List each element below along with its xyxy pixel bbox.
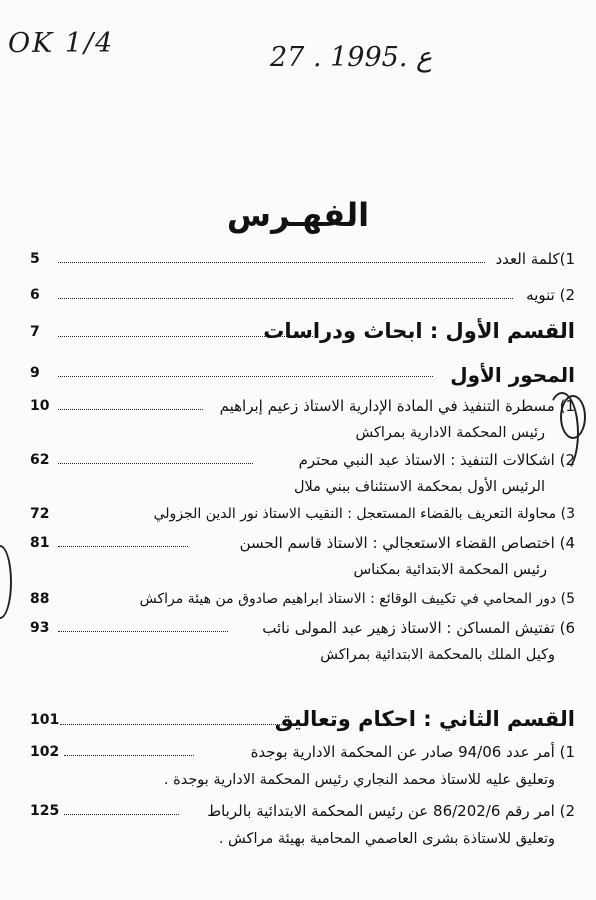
- page-number: 102: [30, 744, 60, 760]
- toc-entry: [20, 284, 575, 316]
- entry-subline: وكيل الملك بالمحكمة الابتدائية بمراكش: [320, 647, 555, 663]
- section-label: القسم الأول : ابحاث ودراسات: [263, 319, 575, 343]
- entry-label: 1)كلمة العدد: [495, 250, 575, 268]
- leader-dots: [64, 755, 194, 756]
- leader-dots: [58, 463, 253, 464]
- entry-label: 3) محاولة التعريف بالقضاء المستعجل : النقيب الاستاذ نور الدين الجزولي: [153, 506, 575, 522]
- entry-label: 2) امر رقم 86/202/6 عن رئيس المحكمة الابتدائية بالرباط: [207, 802, 575, 820]
- toc-entry: [20, 800, 575, 852]
- page-number: 101: [30, 712, 60, 728]
- toc-entry: [20, 395, 575, 447]
- entry-subline: رئيس المحكمة الابتدائية بمكناس: [353, 562, 547, 578]
- handwritten-id: OK 1/4: [8, 28, 115, 59]
- page-number: 93: [30, 620, 50, 636]
- entry-label: 5) دور المحامي في تكييف الوقائع : الاستاذ ابراهيم صادوق من هيئة مراكش: [139, 591, 575, 607]
- toc-entry: [20, 248, 575, 280]
- entry-label: 2) اشكالات التنفيذ : الاستاذ عبد النبي محترم: [298, 451, 575, 469]
- entry-label: 6) تفتيش المساكن : الاستاذ زهير عبد المولى نائب: [262, 619, 575, 637]
- page-number: 62: [30, 452, 50, 468]
- leader-dots: [58, 631, 228, 632]
- page-number: 5: [30, 251, 40, 267]
- axis-label: المحور الأول: [450, 363, 575, 387]
- entry-label: 4) اختصاص القضاء الاستعجالي : الاستاذ قاسم الحسن: [239, 534, 575, 552]
- leader-dots: [58, 298, 513, 299]
- handwritten-date: 27 . ع .1995: [270, 42, 433, 73]
- margin-arc-mark: [0, 545, 12, 619]
- entry-subline: الرئيس الأول بمحكمة الاستئناف ببني ملال: [293, 479, 545, 495]
- page-number: 72: [30, 506, 50, 522]
- page-number: 10: [30, 398, 50, 414]
- section-label: القسم الثاني : احكام وتعاليق: [274, 707, 575, 731]
- entry-subline: وتعليق عليه للاستاذ محمد النجاري رئيس المحكمة الادارية بوجدة .: [163, 772, 555, 788]
- page-number: 9: [30, 365, 40, 381]
- toc-entry: [20, 741, 575, 793]
- toc-axis: [20, 362, 575, 394]
- page-number: 125: [30, 803, 60, 819]
- entry-label: 1) مسطرة التنفيذ في المادة الإدارية الاستاذ زعيم إبراهيم: [219, 397, 575, 415]
- toc-title: الفهـرس: [226, 196, 370, 234]
- margin-circle-mark: [560, 395, 586, 439]
- entry-label: 2) تنويه: [526, 286, 575, 304]
- toc-entry: [20, 588, 575, 620]
- leader-dots: [58, 546, 188, 547]
- leader-dots: [58, 409, 203, 410]
- toc-entry: [20, 503, 575, 535]
- entry-label: 1) أمر عدد 94/06 صادر عن المحكمة الادارية بوجدة: [250, 743, 575, 761]
- leader-dots: [60, 724, 290, 725]
- entry-subline: رئيس المحكمة الادارية بمراكش: [355, 425, 545, 441]
- leader-dots: [58, 376, 433, 377]
- toc-section: [20, 318, 575, 350]
- page-number: 7: [30, 324, 40, 340]
- leader-dots: [64, 814, 179, 815]
- toc-section: [20, 706, 575, 738]
- toc-entry: [20, 532, 575, 584]
- leader-dots: [58, 262, 485, 263]
- entry-subline: وتعليق للاستاذة بشرى العاصمي المحامية بهيئة مراكش .: [218, 831, 555, 847]
- page-number: 81: [30, 535, 50, 551]
- toc-entry: [20, 449, 575, 501]
- toc-entry: [20, 617, 575, 669]
- page-number: 88: [30, 591, 50, 607]
- page-number: 6: [30, 287, 40, 303]
